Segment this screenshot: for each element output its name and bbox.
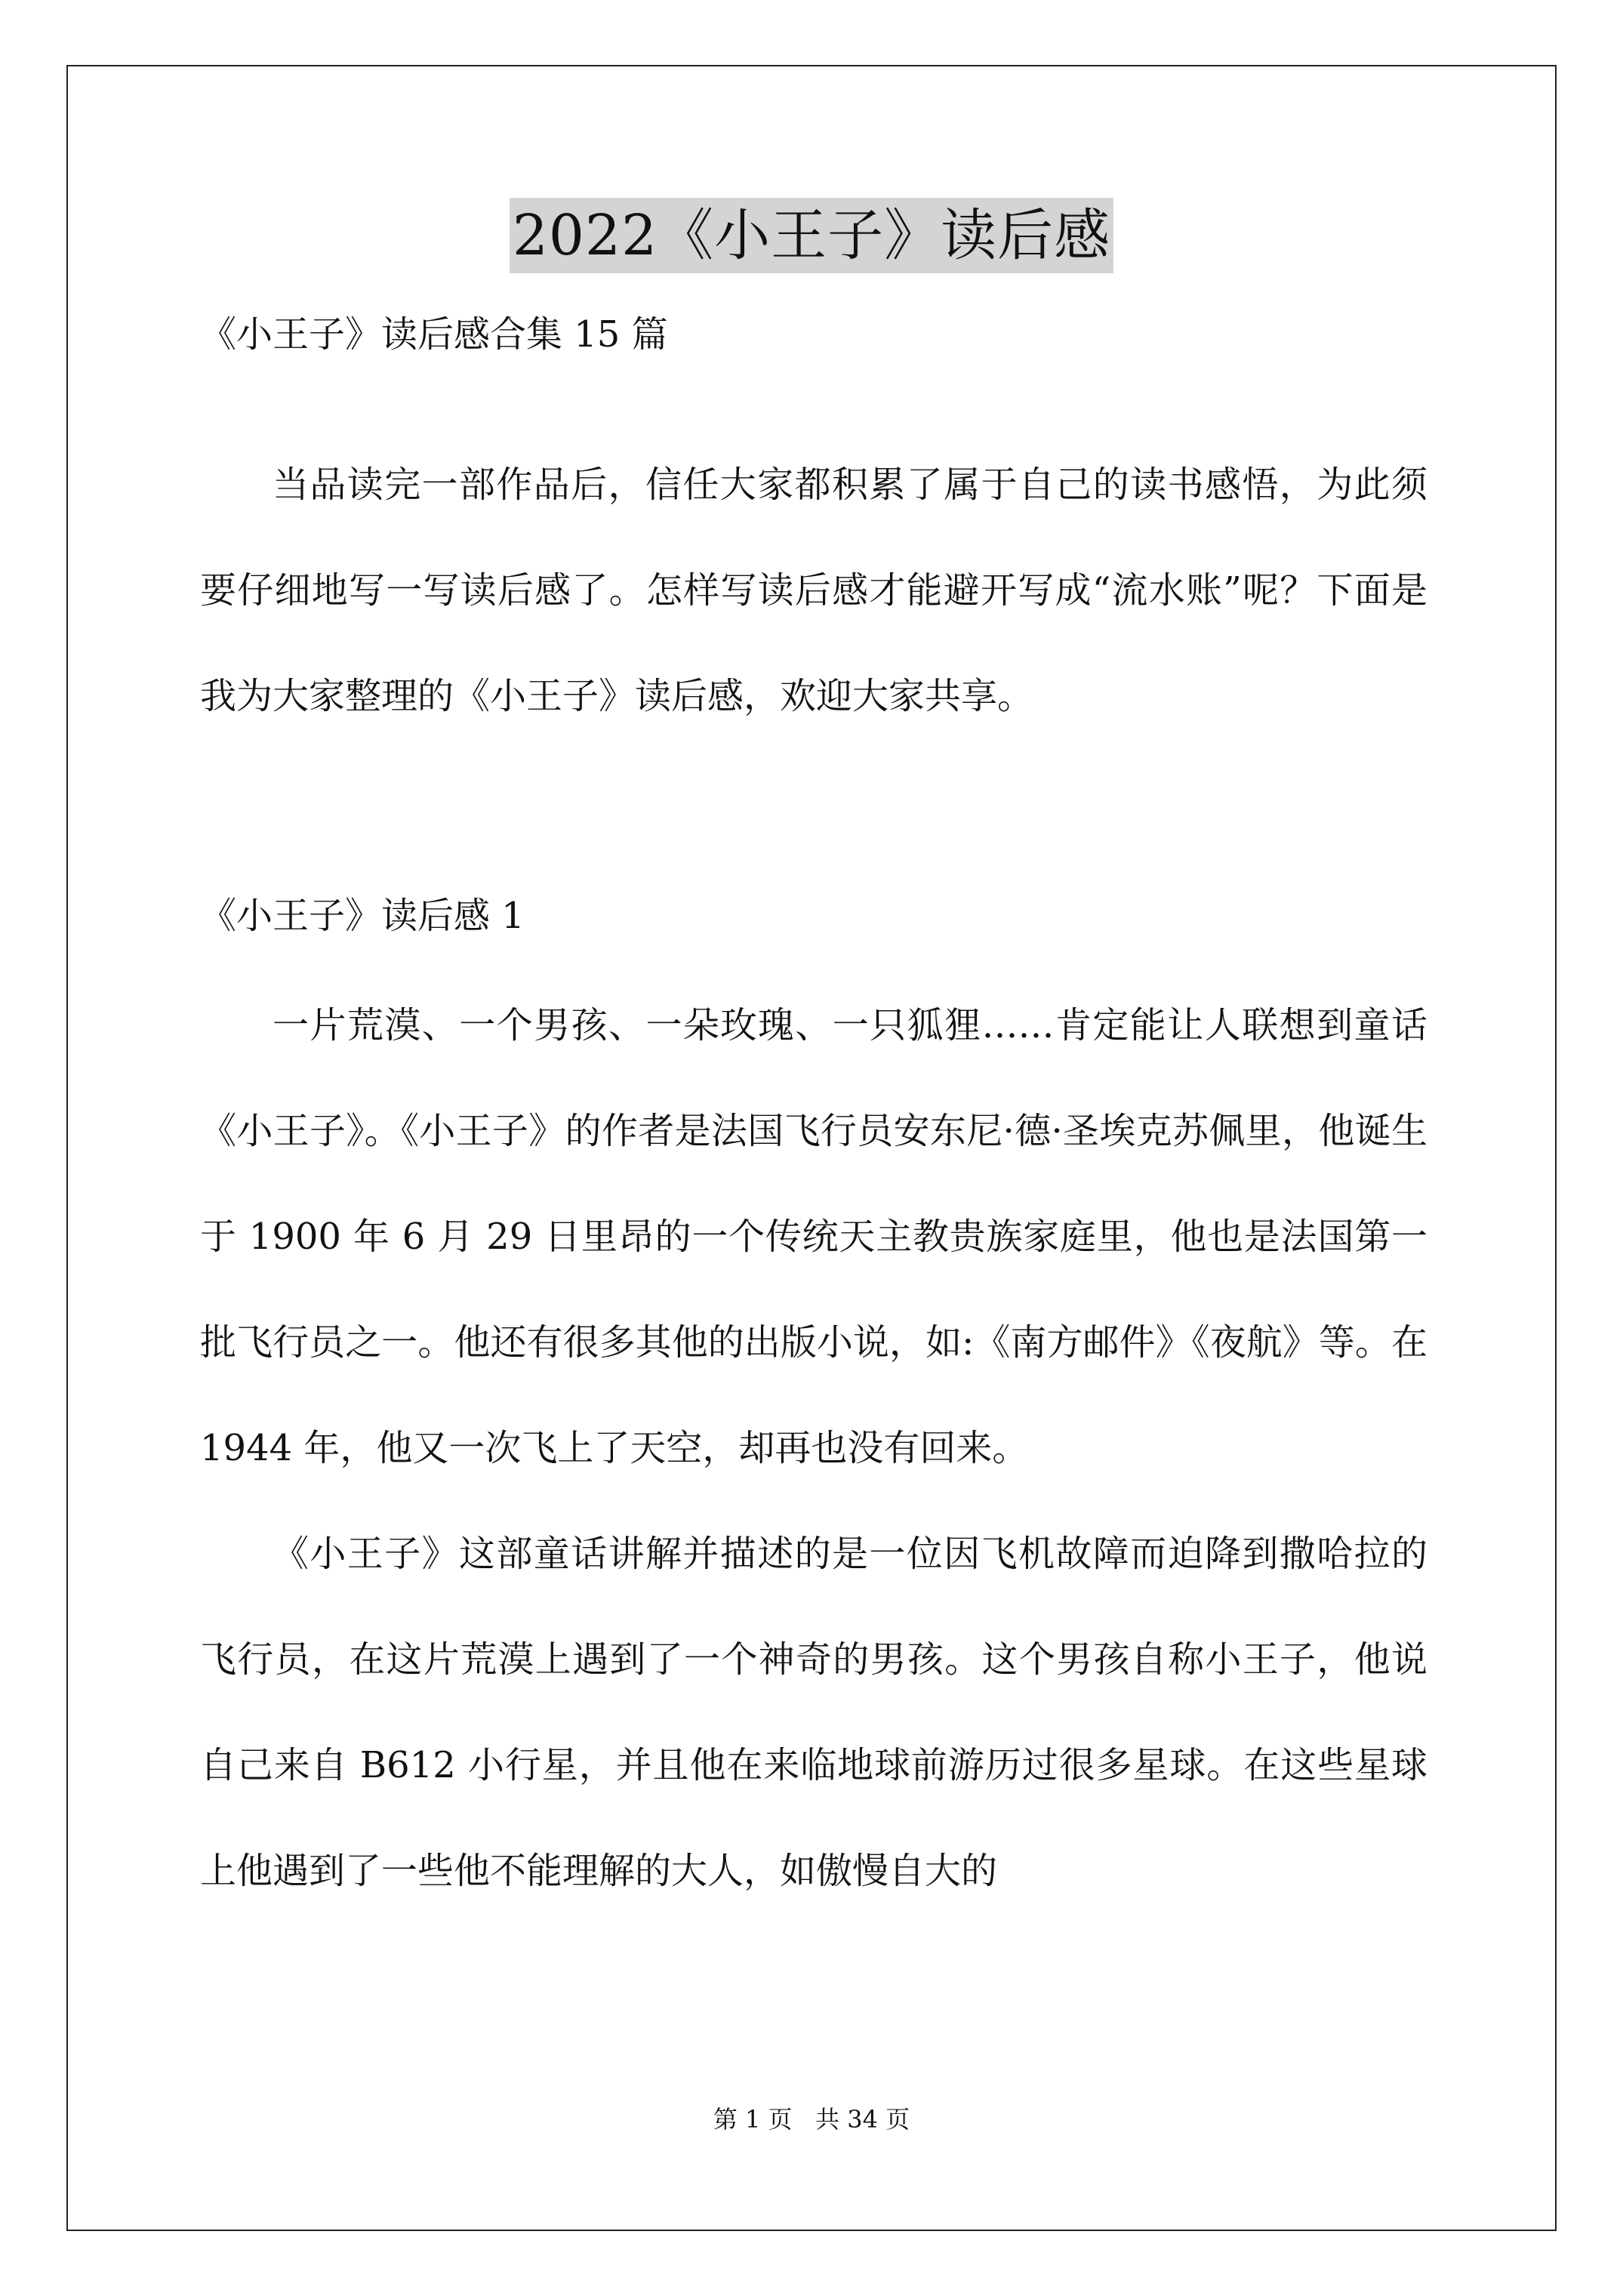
body-text <box>200 972 1427 1924</box>
intro-block <box>200 432 1427 749</box>
page-footer: 第 1 页 共 34 页 <box>713 2105 910 2134</box>
body-paragraph-2: 《小王子》这部童话讲解并描述的是一位因飞机故障而迫降到撒哈拉的飞行员，在这片荒漠上遇到了一个神奇的男孩。这个男孩自称小王子，他说自己来自 B612 小行星，并且他在来临地球前游历过很多星球。在这些星球上他遇到了一些他不能理解的大人，如傲慢自大的 <box>200 1533 1427 1892</box>
intro-paragraph: 当品读完一部作品后，信任大家都积累了属于自己的读书感悟，为此须要仔细地写一写读后感了。怎样写读后感才能避开写成“流水账”呢？下面是我为大家整理的《小王子》读后感，欢迎大家共享。 <box>200 464 1427 717</box>
document-subtitle: 《小王子》读后感合集 15 篇 <box>200 313 668 356</box>
body-paragraph-1: 一片荒漠、一个男孩、一朵玫瑰、一只狐狸……肯定能让人联想到童话《小王子》。《小王子》的作者是法国飞行员安东尼·德·圣埃克苏佩里，他诞生于 1900 年 6 月 29 日里昂的一个传统天主教贵族家庭里，他也是法国第一批飞行员之一。他还有很多其他的出版小说，如:《南方邮件》《夜航》等。在 1944 年，他又一次飞上了天空，却再也没有回来。 <box>200 1004 1427 1469</box>
document-title: 2022《小王子》读后感 <box>510 198 1113 273</box>
title-container <box>0 198 1623 273</box>
section-heading: 《小王子》读后感 1 <box>200 895 525 937</box>
